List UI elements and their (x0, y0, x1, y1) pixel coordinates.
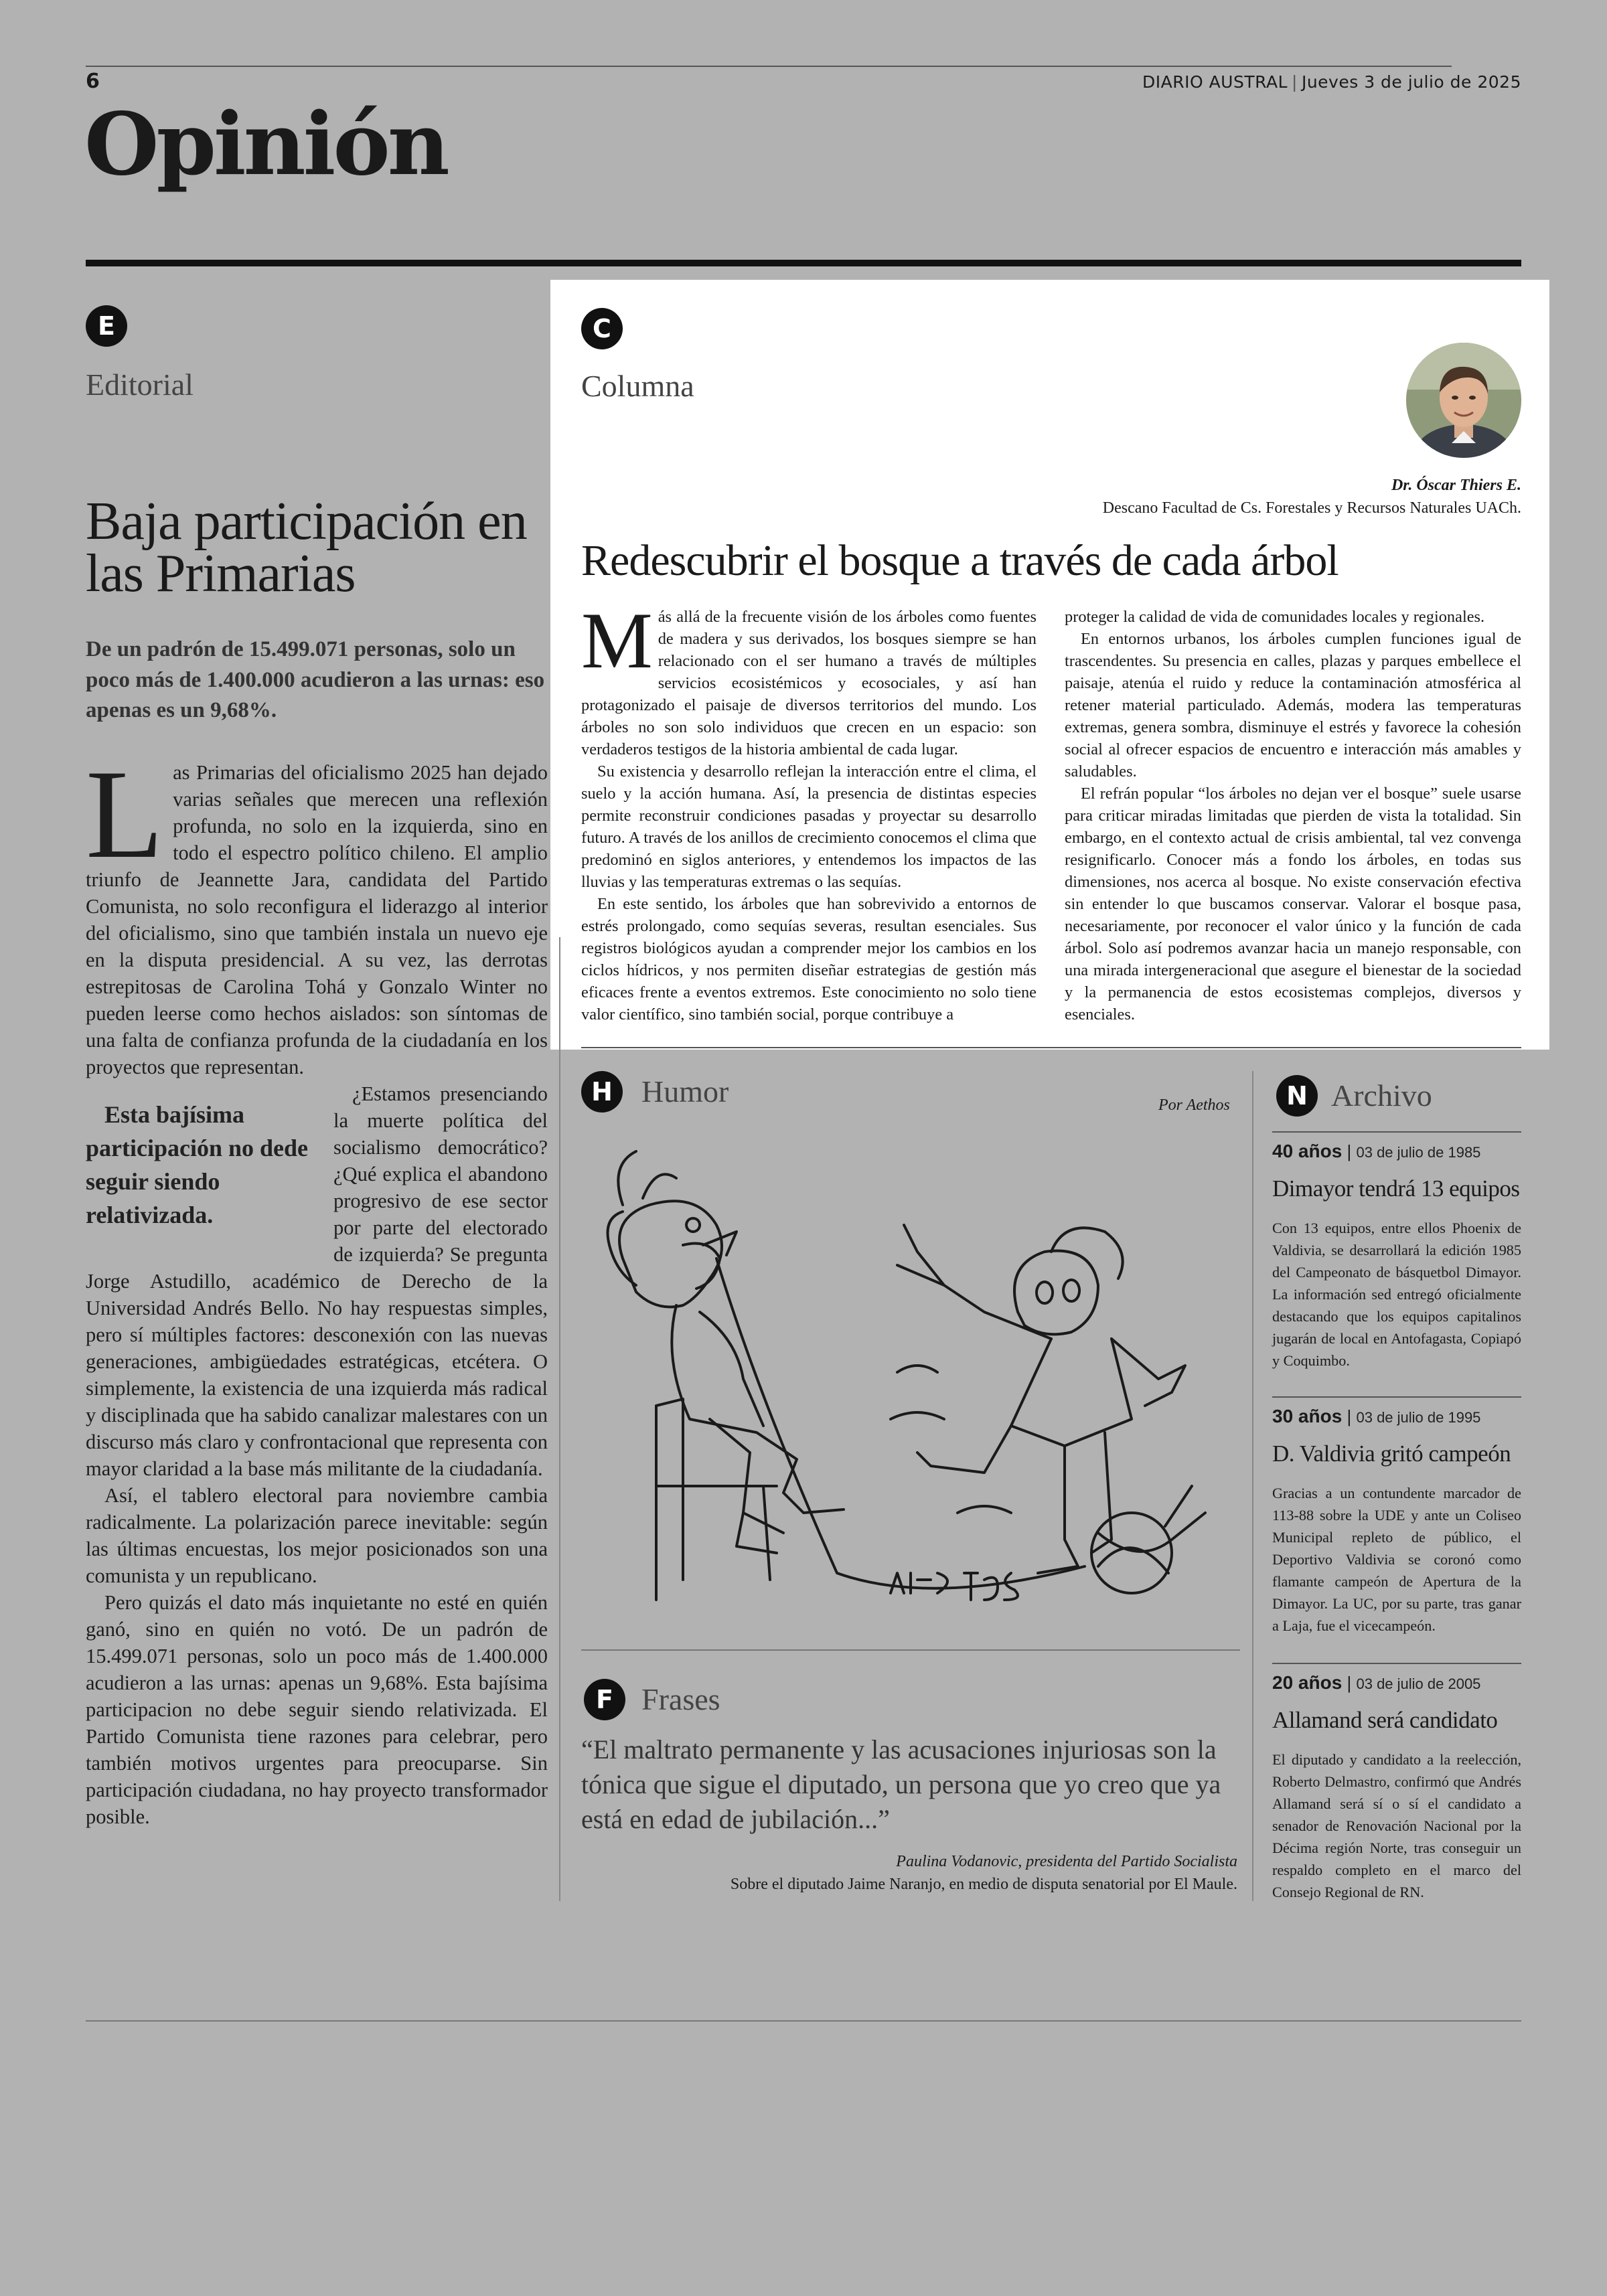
editorial-paragraph-text: ¿Estamos presenciando la muerte política del socialismo democrático? ¿Qué explica el abandono progresivo de ese sector por parte del electorado de izquierda? Se pregunta Jorge Astudillo, académico de Derecho de la Universidad Andrés Bello. No hay respuestas simples, pero sí múltiples factores: desconexión con las nuevas generaciones, ambigüedades estratégicas, etcétera. O simplemente, la existencia de una izquierda más radical y disciplinada que ha sabido canalizar malestares con un discurso más claro y confrontacional que representa con mayor claridad a la base más militante de la ciudadanía. (86, 1082, 548, 1480)
archivo-item-rule (1272, 1131, 1521, 1133)
column-paragraph-text: ás allá de la frecuente visión de los árboles como fuentes de madera y sus derivados, los bosques siempre se han relacionado con el ser humano a través de múltiples servicios ecosistémicos y ecosociales, y así han protagonizado el paisaje de diversos territorios del mundo. Los árboles no son solo individuos que crecen en un espacio: son verdaderos testigos de la historia ambiental de cada lugar. (581, 608, 1037, 758)
frases-author: Paulina Vodanovic, presidenta del Partido Socialista (896, 1853, 1237, 1870)
frases-quote: “El maltrato permanente y las acusaciones injuriosas son la tónica que sigue el diputado, un persona que yo creo que ya está en edad de jubilación...” (581, 1734, 1221, 1834)
column-label: Columna (581, 369, 694, 403)
page-bottom-rule (86, 2020, 1521, 2022)
archivo-badge: N (1276, 1075, 1318, 1117)
editorial-paragraph (86, 1080, 548, 1482)
archivo-item-title: Allamand será candidato (1272, 1707, 1498, 1733)
column-author (1103, 474, 1521, 519)
column-body-right (1065, 606, 1521, 1026)
archivo-item-title: Dimayor tendrá 13 equipos (1272, 1175, 1520, 1202)
archivo-item (1272, 1663, 1527, 1903)
humor-credit: Por Aethos (1158, 1096, 1230, 1114)
humor-bottom-rule (581, 1649, 1240, 1651)
editorial-body (86, 744, 548, 1830)
editorial-divider (559, 937, 560, 1901)
humor-badge: H (581, 1071, 623, 1113)
column-paragraph: En entornos urbanos, los árboles cumplen funciones igual de trascendentes. Su presencia en calles, plazas y parques embellece el paisaje, atenúa el ruido y reduce la contaminación atmosférica al retener material particulado. Además, modera las temperaturas extremas, genera sombra, disminuye el estrés y favorece la cohesión social al ofrecer espacios de encuentro e interacción más amables y saludables. (1065, 630, 1521, 781)
column-paragraph (581, 596, 1037, 760)
author-title: Descano Facultad de Cs. Forestales y Recursos Naturales UACh. (1102, 499, 1521, 517)
column-paragraph: El refrán popular “los árboles no dejan ver el bosque” suele usarse para criticar miradas limitadas que pierden de vista la totalidad. Sin embargo, en el contexto actual de crisis ambiental, tal vez convenga resignificarlo. Conocer más a fondo los árboles, en todas sus dimensiones, nos acerca al bosque. No existe conservación efectiva sin entender lo que buscamos conservar. Valorar el bosque pasa, necesariamente, por reconocer el valor único y la función de cada árbol. Solo así podremos avanzar hacia un manejo responsable, con una mirada intergeneracional que asegure el bienestar de la sociedad y la permanencia de estos ecosistemas complejos, diversos y esenciales. (1065, 785, 1521, 1023)
editorial-paragraph (86, 744, 548, 1080)
column-body-left (581, 596, 1037, 1026)
section-title: Opinión (84, 94, 447, 195)
archivo-item-years: 30 años (1272, 1406, 1343, 1426)
column-dropcap: M (581, 596, 653, 685)
archivo-item-date: 03 de julio de 1995 (1356, 1409, 1481, 1426)
archivo-item-years: 40 años (1272, 1141, 1343, 1161)
archivo-item-rule (1272, 1396, 1521, 1398)
column-bottom-rule (581, 1047, 1521, 1048)
editorial-deck: De un padrón de 15.499.071 personas, solo un poco más de 1.400.000 acudieron a las urnas: eso apenas es un 9,68%. (86, 637, 545, 723)
archivo-item (1272, 1396, 1527, 1637)
editorial-paragraph: Así, el tablero electoral para noviembre cambia radicalmente. La polarización parece inevitable: según las últimas encuestas, los mejor posicionados son una comunista y un republicano. (86, 1484, 548, 1587)
editorial-paragraph: Pero quizás el dato más inquietante no esté en quién ganó, sino en quién no votó. De un padrón de 15.499.071 personas, solo un poco más de 1.400.000 acudieron a las urnas: apenas un 9,68%. Esta bajísima participacion no debe seguir siendo relativizada. El Partido Comunista tiene razones para celebrar, pero también motivos urgentes para preocuparse. Sin participación ciudadana, no hay proyecto transformador posible. (86, 1591, 548, 1828)
editorial-label: Editorial (86, 367, 194, 402)
editorial-dropcap: L (86, 744, 164, 885)
page-number: 6 (86, 70, 100, 93)
column-paragraph: proteger la calidad de vida de comunidades locales y regionales. (1065, 608, 1485, 626)
column-badge: C (581, 308, 623, 349)
archivo-item-years: 20 años (1272, 1672, 1343, 1693)
humor-label: Humor (641, 1074, 729, 1109)
archivo-item-date: 03 de julio de 2005 (1356, 1675, 1481, 1692)
column-paragraph: Su existencia y desarrollo reflejan la interacción entre el clima, el suelo y la acción humana. Así, la presencia de distintas especies permite reconstruir condiciones pasadas y proyectar su desarrollo futuro. A través de los anillos de crecimiento conocemos el clima que predominó en siglos anteriores, y entendemos los impactos de las lluvias y las temperaturas extremas o las sequías. (581, 762, 1037, 891)
frases-attribution (731, 1850, 1237, 1896)
humor-cartoon (583, 1138, 1252, 1640)
archivo-item-header: 40 años | 03 de julio de 1985 (1272, 1141, 1481, 1161)
author-photo (1406, 343, 1521, 458)
cartoon-drawing (583, 1138, 1252, 1640)
newspaper-name: DIARIO AUSTRAL (1142, 72, 1288, 92)
frases-label: Frases (641, 1682, 720, 1716)
archivo-item-date: 03 de julio de 1985 (1356, 1144, 1481, 1161)
editorial-pullquote: Esta bajísima participación no dede seguir siendo relativizada. (86, 1101, 309, 1228)
author-portrait-image (1406, 343, 1521, 458)
section-rule (86, 260, 1521, 266)
archivo-item-rule (1272, 1663, 1521, 1664)
column-headline: Redescubrir el bosque a través de cada árbol (581, 536, 1338, 585)
frases-context: Sobre el diputado Jaime Naranjo, en medio de disputa senatorial por El Maule. (730, 1876, 1237, 1893)
archivo-item-title: D. Valdivia gritó campeón (1272, 1441, 1511, 1467)
archivo-item (1272, 1131, 1527, 1372)
archivo-item-text: El diputado y candidato a la reelección, Roberto Delmastro, confirmó que Andrés Allamand será sí o sí el candidato a senador de Renovación Nacional por la Décima región Norte, tras conseguir un respaldo completo en el marco del Consejo Regional de RN. (1272, 1751, 1521, 1900)
author-name: Dr. Óscar Thiers E. (1391, 477, 1521, 494)
frases-badge: F (584, 1679, 625, 1720)
masthead-separator: | (1292, 72, 1298, 92)
editorial-paragraph-text: as Primarias del oficialismo 2025 han dejado varias señales que merecen una reflexión profunda, no solo en la izquierda, sino en todo el espectro político chileno. El amplio triunfo de Jeannette Jara, candidata del Partido Comunista, no solo reconfigura el liderazgo al interior del oficialismo, sino que también instala un nuevo eje en la disputa presidencial. A su vez, las derrotas estrepitosas de Carolina Tohá y Gonzalo Winter no pueden leerse como hechos aislados: son síntomas de una falta de confianza profunda de la ciudadanía en los proyectos que representan. (86, 761, 548, 1078)
archivo-item-header: 20 años | 03 de julio de 2005 (1272, 1672, 1481, 1693)
top-rule (86, 66, 1452, 67)
issue-date: Jueves 3 de julio de 2025 (1301, 72, 1521, 92)
archivo-item-header: 30 años | 03 de julio de 1995 (1272, 1406, 1481, 1426)
archivo-item-text: Con 13 equipos, entre ellos Phoenix de Valdivia, se desarrollará la edición 1985 del Campeonato de básquetbol Dimayor. La información sed entregó oficialmente destacando que los equipos capitalinos jugarán de local en Antofagasta, Copiapó y Coquimbo. (1272, 1220, 1521, 1369)
archivo-label: Archivo (1331, 1078, 1432, 1113)
column-paragraph: En este sentido, los árboles que han sobrevivido a entornos de estrés prolongado, como sequías severas, resultan esenciales. Sus registros biológicos ayudan a comprender mejor los cambios en los ciclos hídricos, y nos permiten diseñar estrategias de gestión más eficaces frente a eventos extremos. Este conocimiento no solo tiene valor científico, sino también social, porque contribuye a (581, 895, 1037, 1023)
masthead (1142, 72, 1521, 92)
editorial-headline: Baja participación en las Primarias (86, 492, 527, 604)
editorial-badge: E (86, 305, 127, 347)
archivo-item-text: Gracias a un contundente marcador de 113-88 sobre la UDE y ante un Coliseo Municipal repleto de público, el Deportivo Valdivia se coronó como flamante campeón de Apertura de la Dimayor. La UC, por su parte, tras ganar a Laja, fue el vicecampeón. (1272, 1485, 1521, 1634)
archivo-divider (1252, 1071, 1253, 1901)
